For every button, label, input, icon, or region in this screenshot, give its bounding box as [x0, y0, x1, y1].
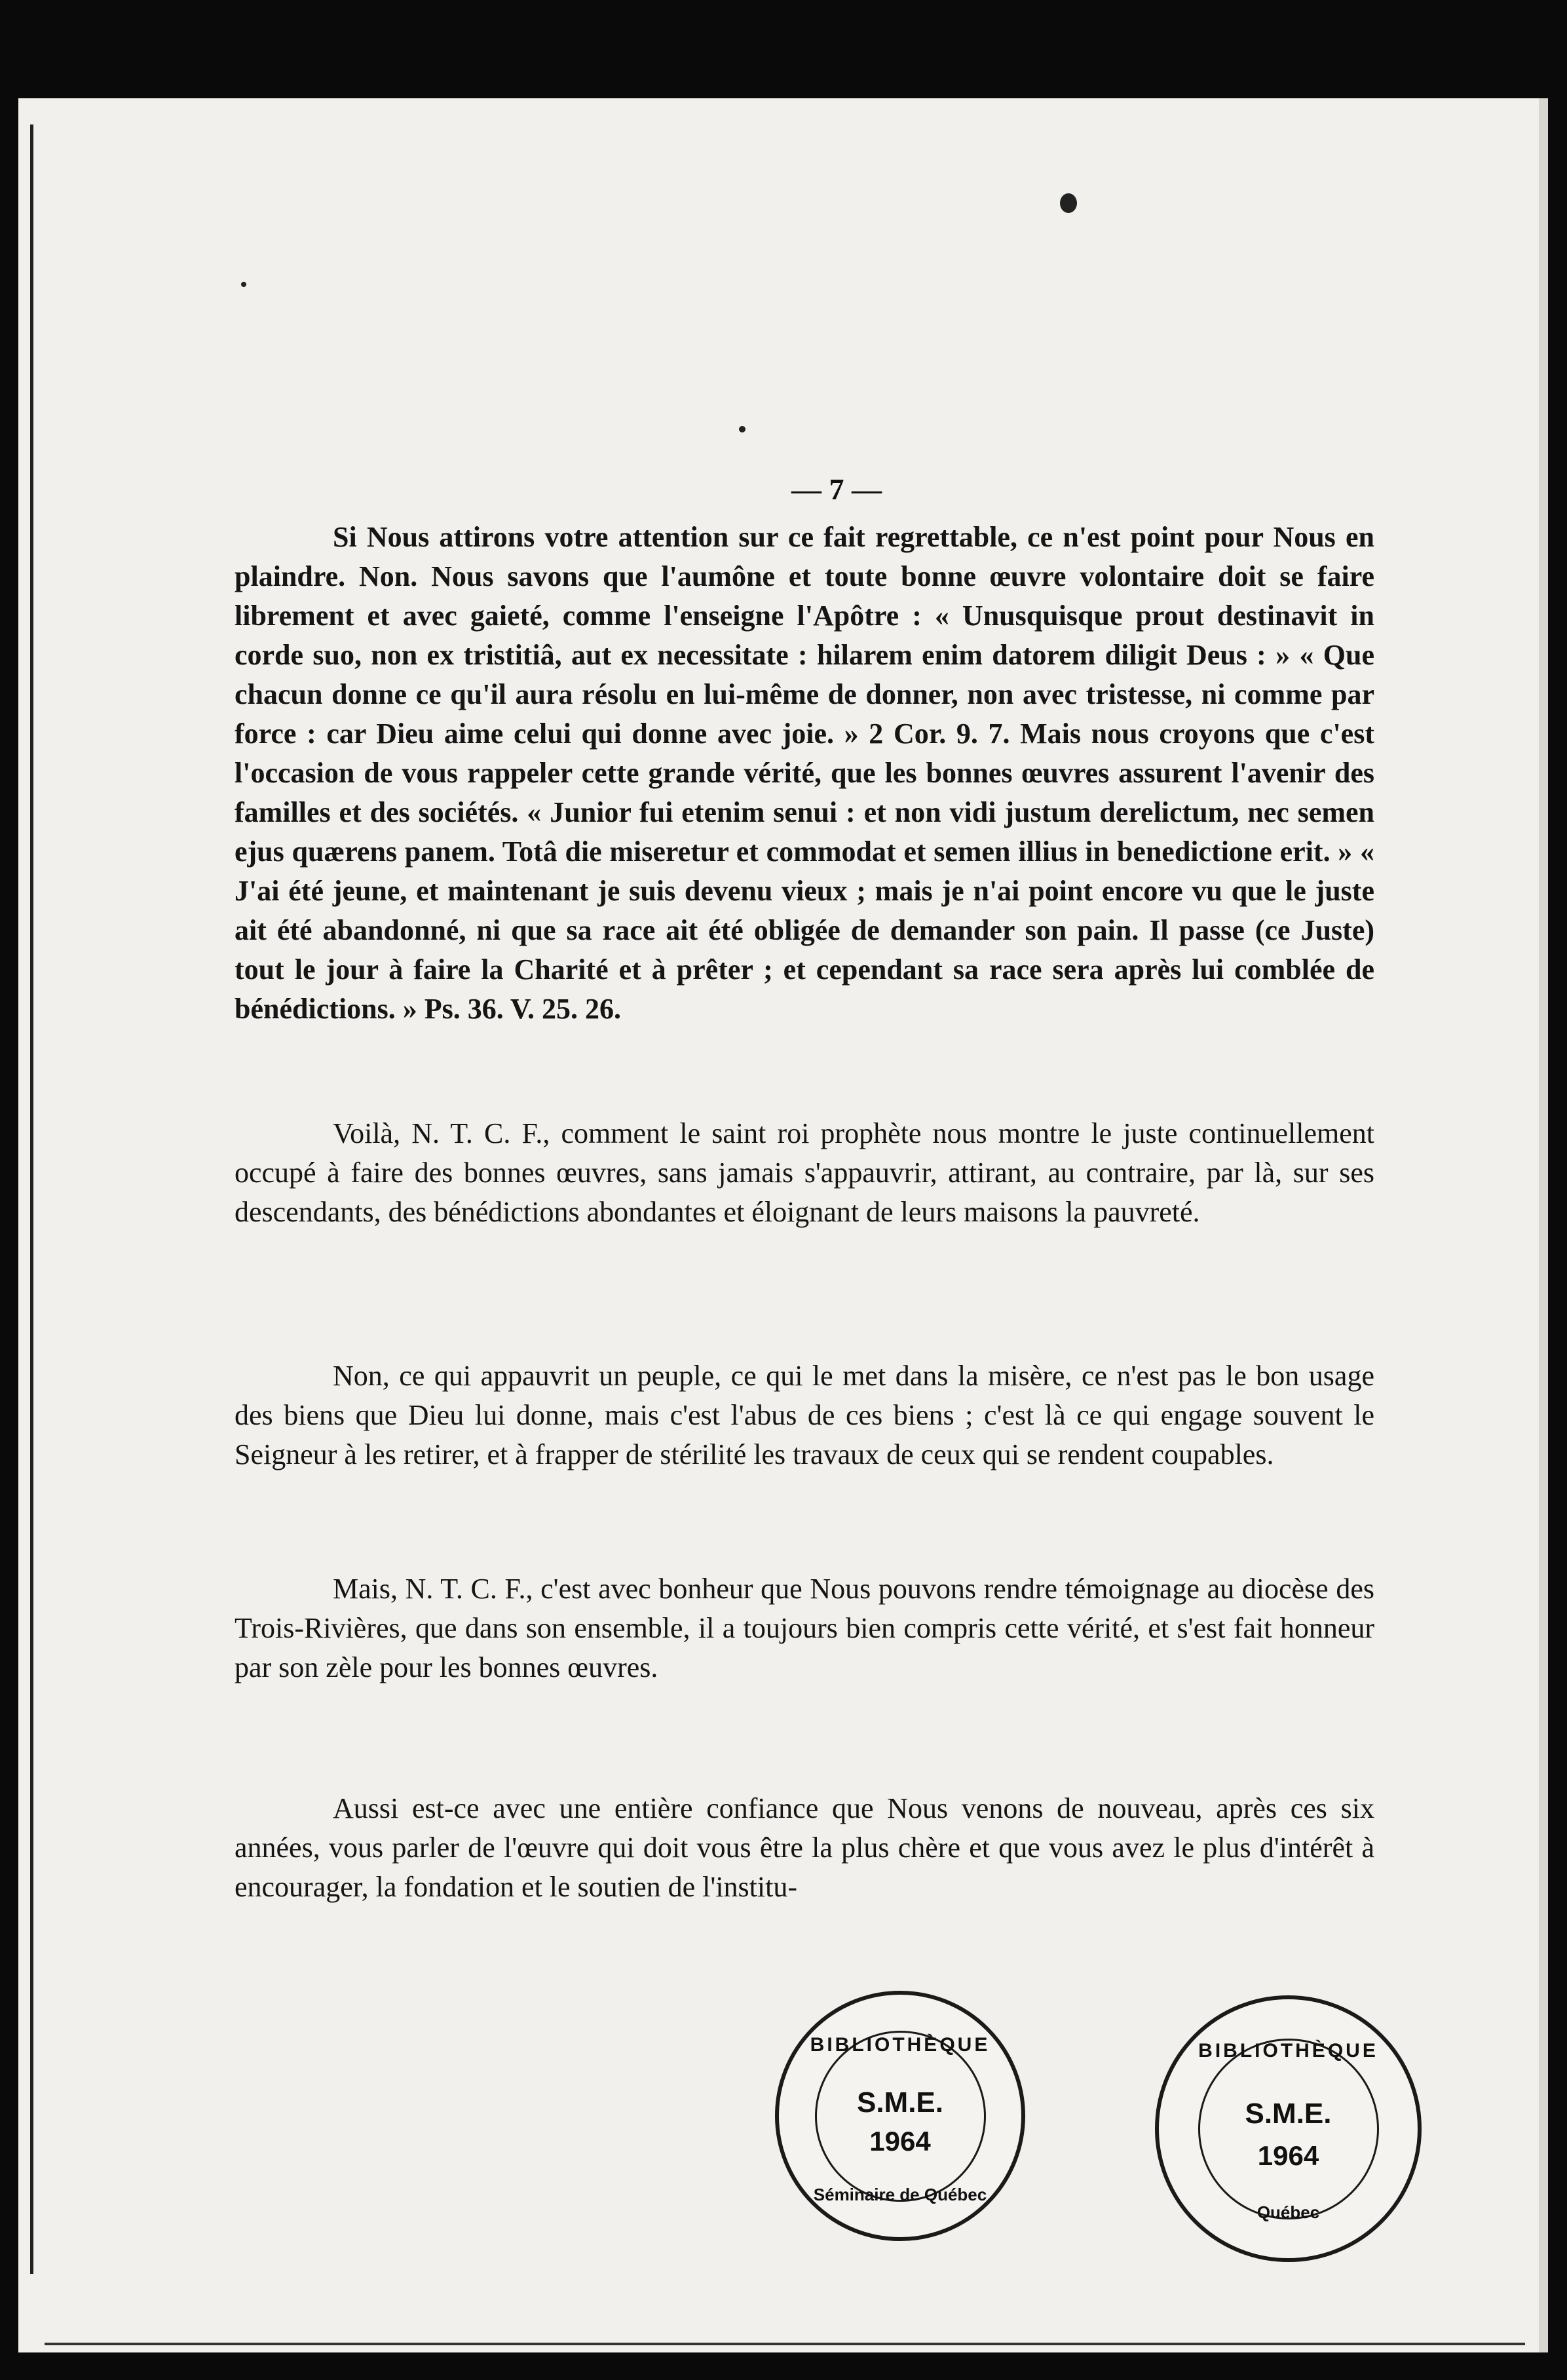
stamp-bottom-text: Québec [1256, 2202, 1320, 2222]
page-right-edge [1539, 98, 1548, 2352]
stamp-code: S.M.E. [1245, 2098, 1332, 2130]
paragraph-1: Si Nous attirons votre attention sur ce fait regrettable, ce n'est point pour Nous en plaindre. Non. Nous savons que l'aumône et toute bonne œuvre volontaire doit se faire librement et avec gaieté, comme l'enseigne l'Apôtre : « Unusquisque prout destinavit in corde suo, non ex tristitiâ, aut ex necessitate : hilarem enim datorem diligit Deus : » « Que chacun donne ce qu'il aura résolu en lui-même de donner, non avec tristesse, ni comme par force : car Dieu aime celui qui donne avec joie. » 2 Cor. 9. 7. Mais nous croyons que c'est l'occasion de vous rappeler cette grande vérité, que les bonnes œuvres assurent l'avenir des familles et des sociétés. « Junior fui etenim senui : et non vidi justum derelictum, nec semen ejus quærens panem. Totâ die miseretur et commodat et semen illius in benedictione erit. » « J'ai été jeune, et maintenant je suis devenu vieux ; mais je n'ai point encore vu que le juste ait été abandonné, ni que sa race ait été obligée de demander son pain. Il passe (ce Juste) tout le jour à faire la Charité et à prêter ; et cependant sa race sera après lui comblée de bénédictions. » Ps. 36. V. 25. 26. [235, 521, 1374, 1025]
ink-speck [739, 426, 746, 432]
page-edge-rule [30, 125, 33, 2274]
stamp-top-text: BIBLIOTHÈQUE [810, 2034, 991, 2056]
page-number: — 7 — [791, 472, 882, 506]
document-page [18, 98, 1548, 2352]
paragraph-5: Aussi est-ce avec une entière confiance que Nous venons de nouveau, après ces six années, vous parler de l'œuvre qui doit vous être la plus chère et que vous avez le plus d'intérêt à encourager, la fondation et le soutien de l'institu- [235, 1792, 1374, 1903]
library-stamp [1155, 1995, 1422, 2262]
paragraph-3: Non, ce qui appauvrit un peuple, ce qui le met dans la misère, ce n'est pas le bon usage des biens que Dieu lui donne, mais c'est l'abus de ces biens ; c'est là ce qui engage souvent le Seigneur à les retirer, et à frapper de stérilité les travaux de ceux qui se rendent coupables. [235, 1360, 1374, 1470]
library-stamp [775, 1991, 1025, 2241]
paragraph-2: Voilà, N. T. C. F., comment le saint roi prophète nous montre le juste continuellement occupé à faire des bonnes œuvres, sans jamais s'appauvrir, attirant, au contraire, par là, sur ses descendants, des bénédictions abondantes et éloignant de leurs maisons la pauvreté. [235, 1117, 1374, 1228]
paragraph-4: Mais, N. T. C. F., c'est avec bonheur que Nous pouvons rendre témoignage au diocèse des Trois-Rivières, que dans son ensemble, il a toujours bien compris cette vérité, et s'est fait honneur par son zèle pour les bonnes œuvres. [235, 1573, 1374, 1683]
stamp-code: S.M.E. [856, 2086, 944, 2119]
ink-speck [1060, 193, 1077, 213]
bottom-rule [45, 2343, 1525, 2345]
stamp-year: 1964 [1257, 2140, 1319, 2171]
stamp-bottom-text: Séminaire de Québec [813, 2185, 987, 2204]
ink-speck [241, 282, 246, 287]
stamp-top-text: BIBLIOTHÈQUE [1198, 2040, 1378, 2062]
stamp-year: 1964 [869, 2126, 931, 2157]
